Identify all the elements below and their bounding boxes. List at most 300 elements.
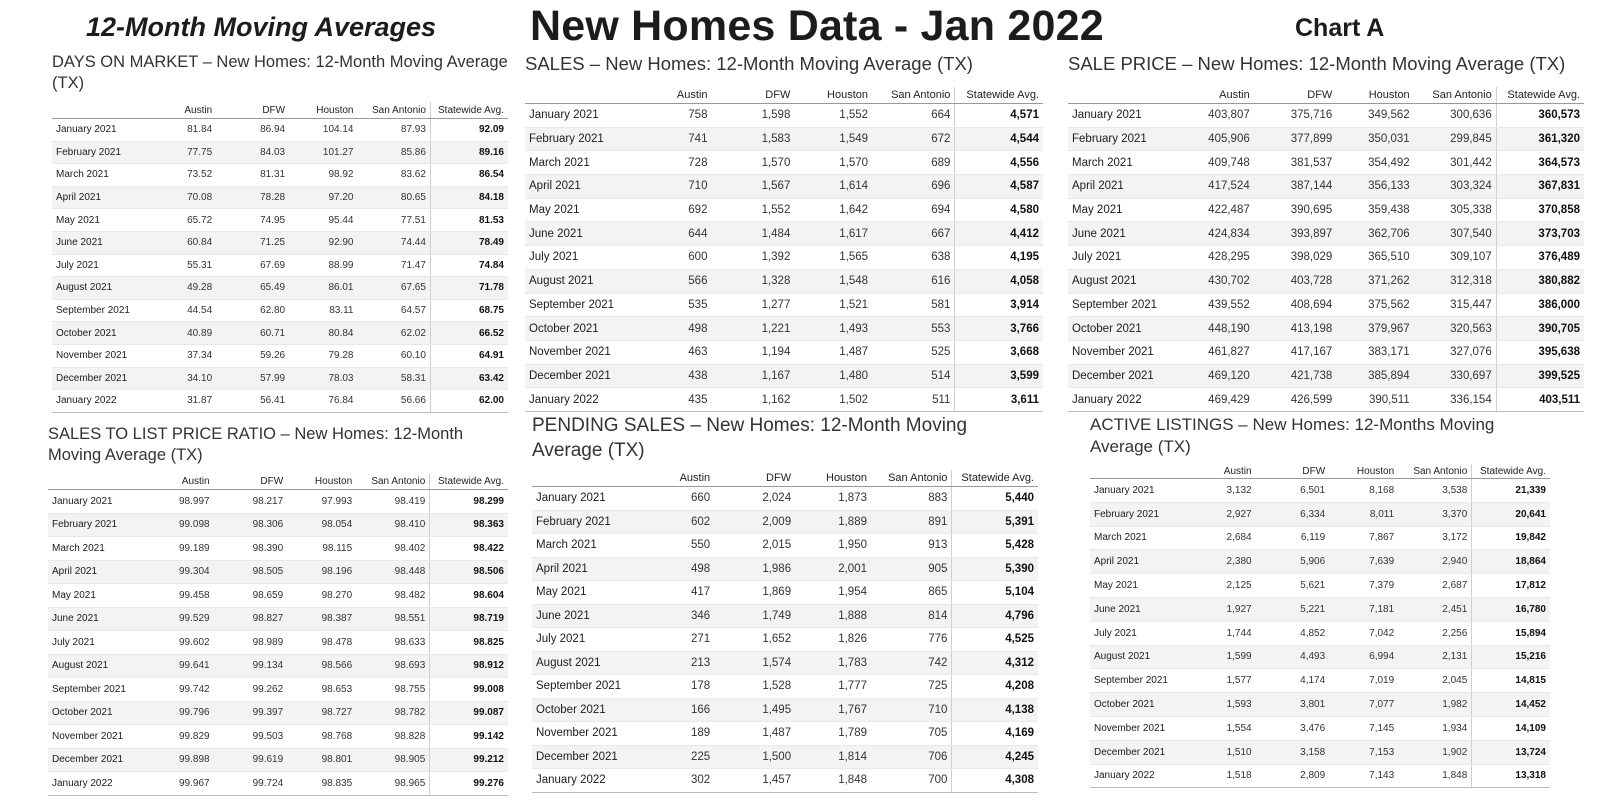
row-month-label: June 2021 xyxy=(1068,222,1182,246)
table-cell: 905 xyxy=(871,557,952,581)
table-cell: 86.94 xyxy=(216,119,289,142)
table-row xyxy=(52,367,508,390)
row-month-label: January 2021 xyxy=(525,104,639,128)
table-cell: 98.551 xyxy=(356,607,430,631)
table-cell: 98.989 xyxy=(214,631,288,655)
column-header: Houston xyxy=(1336,87,1413,104)
row-month-label: January 2022 xyxy=(532,769,643,793)
table-row xyxy=(1090,526,1550,550)
table-cell: 1,565 xyxy=(794,246,872,270)
table-cell: 498 xyxy=(639,317,712,341)
table-cell: 98.482 xyxy=(356,584,430,608)
column-header: Statewide Avg. xyxy=(955,87,1043,104)
table-row xyxy=(525,388,1043,412)
table-cell: 469,120 xyxy=(1182,364,1254,388)
table-cell: 101.27 xyxy=(289,141,357,164)
table-cell: 349,562 xyxy=(1336,104,1413,128)
table-cell: 7,181 xyxy=(1329,597,1398,621)
table-cell: 4,544 xyxy=(955,127,1043,151)
table-cell: 166 xyxy=(643,698,714,722)
table-cell: 71.78 xyxy=(430,277,508,300)
table-cell: 8,011 xyxy=(1329,502,1398,526)
table-row xyxy=(52,119,508,142)
table-cell: 7,143 xyxy=(1329,764,1398,788)
column-header: Statewide Avg. xyxy=(1472,464,1550,479)
data-table xyxy=(1090,464,1550,788)
table-cell: 14,452 xyxy=(1472,693,1550,717)
table-row xyxy=(48,513,508,537)
table-cell: 70.08 xyxy=(152,186,216,209)
table-cell: 68.75 xyxy=(430,299,508,322)
table-cell: 98.727 xyxy=(287,701,356,725)
row-month-label: May 2021 xyxy=(48,584,149,608)
row-month-label: December 2021 xyxy=(532,745,643,769)
table-row xyxy=(532,651,1038,675)
table-cell: 77.75 xyxy=(152,141,216,164)
row-month-label: January 2021 xyxy=(1068,104,1182,128)
row-month-label: March 2021 xyxy=(52,164,152,187)
table-cell: 60.71 xyxy=(216,322,289,345)
table-cell: 98.604 xyxy=(430,584,508,608)
table-cell: 1,552 xyxy=(711,198,794,222)
table-cell: 371,262 xyxy=(1336,269,1413,293)
table-cell: 330,697 xyxy=(1414,364,1497,388)
table-cell: 5,104 xyxy=(952,581,1038,605)
table-cell: 98.422 xyxy=(430,537,508,561)
table-cell: 1,577 xyxy=(1191,669,1255,693)
table-cell: 1,598 xyxy=(711,104,794,128)
table-cell: 178 xyxy=(643,675,714,699)
table-cell: 98.306 xyxy=(214,513,288,537)
table-cell: 2,451 xyxy=(1398,597,1472,621)
table-cell: 383,171 xyxy=(1336,340,1413,364)
table-cell: 600 xyxy=(639,246,712,270)
table-cell: 4,058 xyxy=(955,269,1043,293)
table-row xyxy=(52,322,508,345)
row-month-label: September 2021 xyxy=(1090,669,1191,693)
table-cell: 381,537 xyxy=(1254,151,1337,175)
table-cell: 98.801 xyxy=(287,748,356,772)
table-cell: 1,392 xyxy=(711,246,794,270)
table-cell: 4,245 xyxy=(952,745,1038,769)
table-cell: 1,888 xyxy=(795,604,871,628)
table-cell: 89.16 xyxy=(430,141,508,164)
table-cell: 98.768 xyxy=(287,725,356,749)
row-month-label: February 2021 xyxy=(525,127,639,151)
column-header: Statewide Avg. xyxy=(430,102,508,119)
row-month-label: March 2021 xyxy=(525,151,639,175)
row-month-label: May 2021 xyxy=(532,581,643,605)
table-row xyxy=(52,390,508,413)
table-cell: 417 xyxy=(643,581,714,605)
table-row xyxy=(525,222,1043,246)
row-month-label: February 2021 xyxy=(48,513,149,537)
table-cell: 2,687 xyxy=(1398,574,1472,598)
table-row xyxy=(1068,151,1584,175)
column-header: Statewide Avg. xyxy=(1496,87,1584,104)
table-row xyxy=(532,628,1038,652)
table-cell: 1,162 xyxy=(711,388,794,412)
table-row xyxy=(48,537,508,561)
table-cell: 98.782 xyxy=(356,701,430,725)
table-cell: 725 xyxy=(871,675,952,699)
table-cell: 98.196 xyxy=(287,560,356,584)
row-month-label: May 2021 xyxy=(525,198,639,222)
table-cell: 1,652 xyxy=(714,628,795,652)
table-cell: 1,902 xyxy=(1398,740,1472,764)
table-cell: 99.898 xyxy=(149,748,213,772)
row-month-label: June 2021 xyxy=(52,231,152,254)
table-cell: 1,495 xyxy=(714,698,795,722)
table-cell: 99.276 xyxy=(430,772,508,796)
table-cell: 421,738 xyxy=(1254,364,1337,388)
table-cell: 67.65 xyxy=(357,277,430,300)
pending-sales-panel xyxy=(532,414,1038,793)
table-cell: 99.602 xyxy=(149,631,213,655)
table-cell: 3,914 xyxy=(955,293,1043,317)
table-cell: 367,831 xyxy=(1496,175,1584,199)
table-row xyxy=(525,175,1043,199)
table-row xyxy=(48,607,508,631)
row-month-label: April 2021 xyxy=(52,186,152,209)
column-header: San Antonio xyxy=(1414,87,1497,104)
row-month-label: January 2022 xyxy=(48,772,149,796)
table-row xyxy=(48,772,508,796)
table-cell: 7,019 xyxy=(1329,669,1398,693)
table-cell: 728 xyxy=(639,151,712,175)
table-cell: 350,031 xyxy=(1336,127,1413,151)
table-cell: 305,338 xyxy=(1414,198,1497,222)
table-cell: 5,428 xyxy=(952,534,1038,558)
table-cell: 2,256 xyxy=(1398,621,1472,645)
table-cell: 300,636 xyxy=(1414,104,1497,128)
table-cell: 98.905 xyxy=(356,748,430,772)
table-row xyxy=(1090,716,1550,740)
table-cell: 356,133 xyxy=(1336,175,1413,199)
table-row xyxy=(532,510,1038,534)
table-cell: 62.02 xyxy=(357,322,430,345)
table-cell: 417,167 xyxy=(1254,340,1337,364)
table-cell: 439,552 xyxy=(1182,293,1254,317)
table-cell: 104.14 xyxy=(289,119,357,142)
column-header: Austin xyxy=(1182,87,1254,104)
table-row xyxy=(532,698,1038,722)
table-cell: 4,852 xyxy=(1256,621,1330,645)
table-cell: 7,639 xyxy=(1329,550,1398,574)
table-row xyxy=(525,198,1043,222)
row-month-label: December 2021 xyxy=(1090,740,1191,764)
row-month-label: April 2021 xyxy=(525,175,639,199)
table-row xyxy=(1090,597,1550,621)
table-cell: 19,842 xyxy=(1472,526,1550,550)
table-row xyxy=(532,745,1038,769)
row-month-label: June 2021 xyxy=(532,604,643,628)
table-cell: 8,168 xyxy=(1329,479,1398,503)
table-cell: 1,954 xyxy=(795,581,871,605)
column-header: Houston xyxy=(1329,464,1398,479)
table-cell: 62.00 xyxy=(430,390,508,413)
table-row xyxy=(532,581,1038,605)
row-month-label: April 2021 xyxy=(532,557,643,581)
table-cell: 390,511 xyxy=(1336,388,1413,412)
table-cell: 20,641 xyxy=(1472,502,1550,526)
table-cell: 98.402 xyxy=(356,537,430,561)
table-cell: 98.912 xyxy=(430,654,508,678)
table-row xyxy=(1068,198,1584,222)
table-cell: 4,195 xyxy=(955,246,1043,270)
table-cell: 14,109 xyxy=(1472,716,1550,740)
table-cell: 83.11 xyxy=(289,299,357,322)
row-month-label: June 2021 xyxy=(525,222,639,246)
table-cell: 2,940 xyxy=(1398,550,1472,574)
row-month-label: March 2021 xyxy=(1090,526,1191,550)
row-month-label: December 2021 xyxy=(52,367,152,390)
column-header: DFW xyxy=(1254,87,1337,104)
table-cell: 660 xyxy=(643,487,714,511)
table-cell: 361,320 xyxy=(1496,127,1584,151)
row-month-label: January 2022 xyxy=(52,390,152,413)
table-cell: 98.828 xyxy=(356,725,430,749)
table-cell: 87.93 xyxy=(357,119,430,142)
table-cell: 98.827 xyxy=(214,607,288,631)
table-cell: 309,107 xyxy=(1414,246,1497,270)
table-cell: 307,540 xyxy=(1414,222,1497,246)
table-cell: 7,153 xyxy=(1329,740,1398,764)
table-cell: 57.99 xyxy=(216,367,289,390)
table-cell: 92.09 xyxy=(430,119,508,142)
table-cell: 1,528 xyxy=(714,675,795,699)
table-cell: 84.03 xyxy=(216,141,289,164)
table-header-row xyxy=(52,102,508,119)
table-cell: 1,457 xyxy=(714,769,795,793)
row-month-label: March 2021 xyxy=(48,537,149,561)
row-month-label: March 2021 xyxy=(1068,151,1182,175)
table-cell: 469,429 xyxy=(1182,388,1254,412)
table-cell: 1,869 xyxy=(714,581,795,605)
table-cell: 98.719 xyxy=(430,607,508,631)
table-cell: 360,573 xyxy=(1496,104,1584,128)
table-cell: 15,216 xyxy=(1472,645,1550,669)
data-table xyxy=(52,102,508,413)
table-row xyxy=(1068,222,1584,246)
table-row xyxy=(52,164,508,187)
table-cell: 34.10 xyxy=(152,367,216,390)
table-cell: 3,158 xyxy=(1256,740,1330,764)
table-cell: 1,593 xyxy=(1191,693,1255,717)
table-row xyxy=(1090,740,1550,764)
table-cell: 98.054 xyxy=(287,513,356,537)
table-cell: 865 xyxy=(871,581,952,605)
table-cell: 1,767 xyxy=(795,698,871,722)
row-month-label: August 2021 xyxy=(532,651,643,675)
table-cell: 664 xyxy=(872,104,955,128)
table-cell: 60.84 xyxy=(152,231,216,254)
table-row xyxy=(532,769,1038,793)
column-header xyxy=(48,474,149,490)
table-cell: 1,614 xyxy=(794,175,872,199)
table-cell: 98.825 xyxy=(430,631,508,655)
table-cell: 370,858 xyxy=(1496,198,1584,222)
table-cell: 1,826 xyxy=(795,628,871,652)
table-cell: 99.796 xyxy=(149,701,213,725)
table-cell: 1,502 xyxy=(794,388,872,412)
table-cell: 672 xyxy=(872,127,955,151)
table-cell: 7,867 xyxy=(1329,526,1398,550)
column-header: DFW xyxy=(216,102,289,119)
table-cell: 56.66 xyxy=(357,390,430,413)
row-month-label: December 2021 xyxy=(525,364,639,388)
table-cell: 1,814 xyxy=(795,745,871,769)
page-heading-moving-averages: 12-Month Moving Averages xyxy=(86,12,437,42)
row-month-label: August 2021 xyxy=(52,277,152,300)
table-cell: 1,986 xyxy=(714,557,795,581)
table-cell: 7,145 xyxy=(1329,716,1398,740)
table-cell: 742 xyxy=(871,651,952,675)
table-cell: 4,580 xyxy=(955,198,1043,222)
table-cell: 710 xyxy=(871,698,952,722)
table-cell: 1,221 xyxy=(711,317,794,341)
table-cell: 81.84 xyxy=(152,119,216,142)
table-cell: 98.835 xyxy=(287,772,356,796)
table-cell: 1,927 xyxy=(1191,597,1255,621)
table-cell: 422,487 xyxy=(1182,198,1254,222)
column-header: Houston xyxy=(794,87,872,104)
table-cell: 409,748 xyxy=(1182,151,1254,175)
row-month-label: February 2021 xyxy=(52,141,152,164)
table-cell: 4,796 xyxy=(952,604,1038,628)
table-cell: 346 xyxy=(643,604,714,628)
table-header-row xyxy=(525,87,1043,104)
table-row xyxy=(1068,317,1584,341)
table-cell: 2,684 xyxy=(1191,526,1255,550)
row-month-label: January 2021 xyxy=(532,487,643,511)
table-cell: 7,042 xyxy=(1329,621,1398,645)
table-cell: 213 xyxy=(643,651,714,675)
row-month-label: July 2021 xyxy=(1068,246,1182,270)
column-header xyxy=(52,102,152,119)
table-cell: 74.44 xyxy=(357,231,430,254)
table-cell: 2,045 xyxy=(1398,669,1472,693)
table-row xyxy=(1068,388,1584,412)
table-cell: 883 xyxy=(871,487,952,511)
table-cell: 430,702 xyxy=(1182,269,1254,293)
table-cell: 78.28 xyxy=(216,186,289,209)
table-cell: 5,440 xyxy=(952,487,1038,511)
table-cell: 1,574 xyxy=(714,651,795,675)
table-cell: 4,571 xyxy=(955,104,1043,128)
column-header: Austin xyxy=(1191,464,1255,479)
row-month-label: January 2022 xyxy=(525,388,639,412)
table-row xyxy=(48,748,508,772)
table-cell: 64.91 xyxy=(430,344,508,367)
table-cell: 395,638 xyxy=(1496,340,1584,364)
column-header: DFW xyxy=(1256,464,1330,479)
table-cell: 99.304 xyxy=(149,560,213,584)
row-month-label: December 2021 xyxy=(48,748,149,772)
chart-label: Chart A xyxy=(1295,14,1385,42)
table-row xyxy=(48,725,508,749)
table-cell: 13,724 xyxy=(1472,740,1550,764)
table-cell: 566 xyxy=(639,269,712,293)
row-month-label: January 2021 xyxy=(52,119,152,142)
table-cell: 616 xyxy=(872,269,955,293)
table-cell: 320,563 xyxy=(1414,317,1497,341)
table-cell: 98.270 xyxy=(287,584,356,608)
table-cell: 393,897 xyxy=(1254,222,1337,246)
table-cell: 99.967 xyxy=(149,772,213,796)
row-month-label: August 2021 xyxy=(48,654,149,678)
table-cell: 403,807 xyxy=(1182,104,1254,128)
table-cell: 98.92 xyxy=(289,164,357,187)
row-month-label: September 2021 xyxy=(525,293,639,317)
table-row xyxy=(532,487,1038,511)
table-cell: 362,706 xyxy=(1336,222,1413,246)
table-cell: 379,967 xyxy=(1336,317,1413,341)
table-cell: 359,438 xyxy=(1336,198,1413,222)
table-row xyxy=(1090,621,1550,645)
table-cell: 4,138 xyxy=(952,698,1038,722)
column-header: Statewide Avg. xyxy=(430,474,508,490)
table-cell: 99.724 xyxy=(214,772,288,796)
table-row xyxy=(1068,246,1584,270)
table-cell: 98.693 xyxy=(356,654,430,678)
row-month-label: October 2021 xyxy=(1068,317,1182,341)
table-cell: 1,548 xyxy=(794,269,872,293)
table-cell: 98.387 xyxy=(287,607,356,631)
table-cell: 4,169 xyxy=(952,722,1038,746)
column-header: San Antonio xyxy=(356,474,430,490)
table-cell: 1,642 xyxy=(794,198,872,222)
table-cell: 1,487 xyxy=(794,340,872,364)
table-cell: 64.57 xyxy=(357,299,430,322)
row-month-label: August 2021 xyxy=(1068,269,1182,293)
table-cell: 4,493 xyxy=(1256,645,1330,669)
data-table xyxy=(48,474,508,796)
table-cell: 1,510 xyxy=(1191,740,1255,764)
table-cell: 1,599 xyxy=(1191,645,1255,669)
table-cell: 373,703 xyxy=(1496,222,1584,246)
table-cell: 4,208 xyxy=(952,675,1038,699)
row-month-label: July 2021 xyxy=(52,254,152,277)
table-cell: 86.54 xyxy=(430,164,508,187)
table-cell: 98.659 xyxy=(214,584,288,608)
table-cell: 74.95 xyxy=(216,209,289,232)
table-cell: 741 xyxy=(639,127,712,151)
table-cell: 299,845 xyxy=(1414,127,1497,151)
row-month-label: January 2022 xyxy=(1090,764,1191,788)
table-cell: 65.49 xyxy=(216,277,289,300)
column-header: San Antonio xyxy=(872,87,955,104)
table-row xyxy=(1090,479,1550,503)
table-cell: 377,899 xyxy=(1254,127,1337,151)
table-cell: 99.641 xyxy=(149,654,213,678)
table-cell: 56.41 xyxy=(216,390,289,413)
panel-title: SALE PRICE – New Homes: 12-Month Moving Average (TX) xyxy=(1068,53,1566,74)
table-row xyxy=(525,269,1043,293)
table-cell: 550 xyxy=(643,534,714,558)
table-row xyxy=(48,631,508,655)
column-header: Austin xyxy=(149,474,213,490)
table-cell: 1,552 xyxy=(794,104,872,128)
table-cell: 776 xyxy=(871,628,952,652)
table-cell: 99.142 xyxy=(430,725,508,749)
table-row xyxy=(1068,269,1584,293)
table-cell: 98.506 xyxy=(430,560,508,584)
table-cell: 405,906 xyxy=(1182,127,1254,151)
table-cell: 354,492 xyxy=(1336,151,1413,175)
row-month-label: October 2021 xyxy=(532,698,643,722)
table-cell: 6,994 xyxy=(1329,645,1398,669)
